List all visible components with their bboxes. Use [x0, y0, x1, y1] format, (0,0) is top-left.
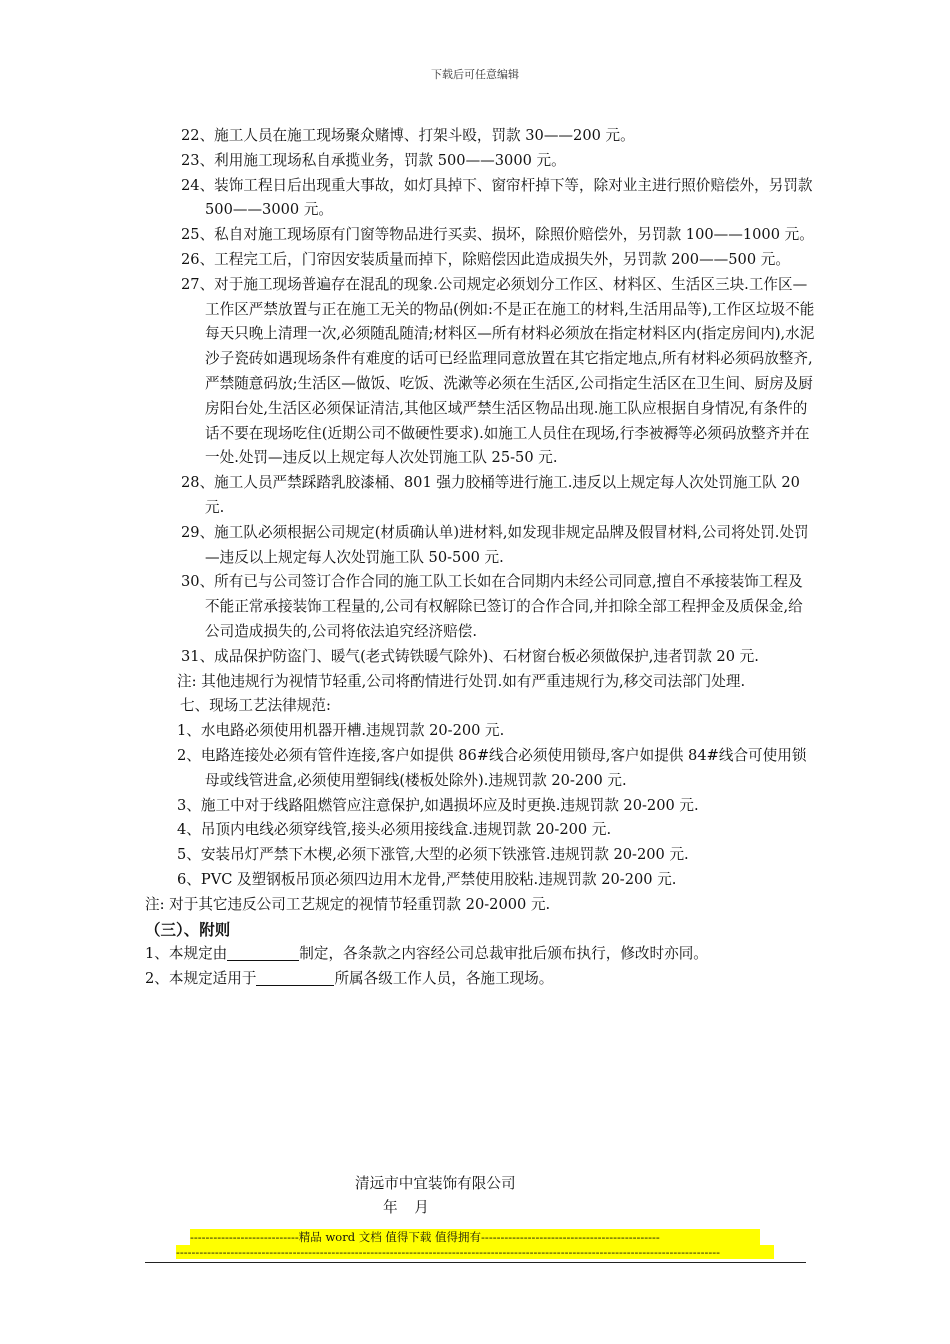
appendix-rule-2-end: 所属各级工作人员，各施工现场。 [334, 970, 554, 988]
rule-item-27: 27、对于施工现场普遍存在混乱的现象.公司规定必须划分工作区、材料区、生活区三块.工作区—工作区严禁放置与正在施工无关的物品(例如:不是正在施工的材料,生活用品等),工作区垃圾不能每天只晚上清理一次,必须随乱随清;材料区—所有材料必须放在指定材料区内(指定房间内),水泥沙子瓷砖如遇现场条件有难度的话可已经监理同意放置在其它指定地点,所有材料必须码放整齐,严禁随意码放;生活区—做饭、吃饭、洗漱等必须在生活区,公司指定生活区在卫生间、厨房及厨房阳台处,生活区必须保证清洁,其他区域严禁生活区物品出现.施工队应根据自身情况,有条件的话不要在现场吃住(近期公司不做硬性要求).如施工人员住在现场,行李被褥等必须码放整齐并在一处.处罚—违反以上规定每人次处罚施工队 25-50 元. [181, 275, 815, 467]
appendix-heading: （三）、附则 [145, 919, 231, 939]
rule-item-30: 30、所有已与公司签订合作合同的施工队工长如在合同期内未经公司同意,擅自不承接装饰工程及不能正常承接装饰工程量的,公司有权解除已签订的合作合同,并扣除全部工程押金及质保金,给公司造成损失的,公司将依法追究经济赔偿. [181, 573, 803, 640]
footer-divider [145, 1262, 806, 1263]
document-body [145, 124, 815, 992]
appendix-rule-2 [145, 967, 815, 992]
craft-item-1: 1、水电路必须使用机器开槽.违规罚款 20-200 元. [177, 722, 505, 740]
rule-item-28: 28、施工人员严禁踩踏乳胶漆桶、801 强力胶桶等进行施工.违反以上规定每人次处罚施工队 20 元. [181, 474, 800, 516]
signature-date: 年 月 [383, 1199, 435, 1216]
craft-item-3: 3、施工中对于线路阻燃管应注意保护,如遇损坏应及时更换.违规罚款 20-200 元. [177, 796, 699, 814]
craft-item-4: 4、吊顶内电线必须穿线管,接头必须用接线盒.违规罚款 20-200 元. [177, 821, 612, 839]
rule-item-31: 31、成品保护防盗门、暖气(老式铸铁暖气除外)、石材窗台板必须做保护,违者罚款 20 元. [181, 647, 759, 665]
penalty-note: 注: 其他违规行为视情节轻重,公司将酌情进行处罚.如有严重违规行为,移交司法部门处理. [177, 672, 746, 690]
rule-item-25: 25、私自对施工现场原有门窗等物品进行买卖、损坏，除照价赔偿外，另罚款 100——1000 元。 [181, 226, 814, 244]
rule-item-24: 24、装饰工程日后出现重大事故，如灯具掉下、窗帘杆掉下等，除对业主进行照价赔偿外，另罚款 500——3000 元。 [181, 176, 813, 219]
appendix-rule-1 [145, 942, 815, 967]
rule-item-26: 26、工程完工后，门帘因安装质量而掉下，除赔偿因此造成损失外，另罚款 200——500 元。 [181, 250, 790, 268]
craft-item-6: 6、PVC 及塑钢板吊顶必须四边用木龙骨,严禁使用胶粘.违规罚款 20-200 元. [177, 870, 677, 888]
craft-note: 注: 对于其它违反公司工艺规定的视情节轻重罚款 20-2000 元. [145, 895, 551, 913]
appendix-rule-1-end: 制定，各条款之内容经公司总裁审批后颁布执行，修改时亦同。 [299, 945, 708, 963]
rule-item-23: 23、利用施工现场私自承揽业务，罚款 500——3000 元。 [181, 151, 566, 169]
rule-item-29: 29、施工队必须根据公司规定(材质确认单)进材料,如发现非规定品牌及假冒材料,公司将处罚.处罚—违反以上规定每人次处罚施工队 50-500 元. [181, 523, 809, 566]
footer-banner-line-2: -------------------------------------------------------------------------------------------------------------------------------------------- [176, 1245, 774, 1259]
section-7-title: 七、现场工艺法律规范: [180, 697, 331, 715]
rule-item-22: 22、施工人员在施工现场聚众赌博、打架斗殴，罚款 30——200 元。 [181, 127, 635, 144]
craft-item-5: 5、安装吊灯严禁下木楔,必须下涨管,大型的必须下铁涨管.违规罚款 20-200 元. [177, 846, 689, 864]
appendix-rule-1-start: 1、本规定由 [145, 945, 228, 963]
page-header: 下载后可任意编辑 [431, 68, 519, 81]
craft-item-2: 2、电路连接处必须有管件连接,客户如提供 86#线合必须使用锁母,客户如提供 84#线合可使用锁母或线管进盒,必须使用塑铜线(楼板处除外).违规罚款 20-200 元. [177, 746, 807, 789]
blank-field-issuer [227, 944, 299, 961]
footer-banner-line-1: ----------------------------精品 word 文档 值得下载 值得拥有---------------------------------------------- [190, 1229, 760, 1245]
blank-field-scope [256, 969, 334, 986]
appendix-rule-2-start: 2、本规定适用于 [145, 970, 257, 988]
company-name: 清远市中宜装饰有限公司 [355, 1175, 516, 1192]
